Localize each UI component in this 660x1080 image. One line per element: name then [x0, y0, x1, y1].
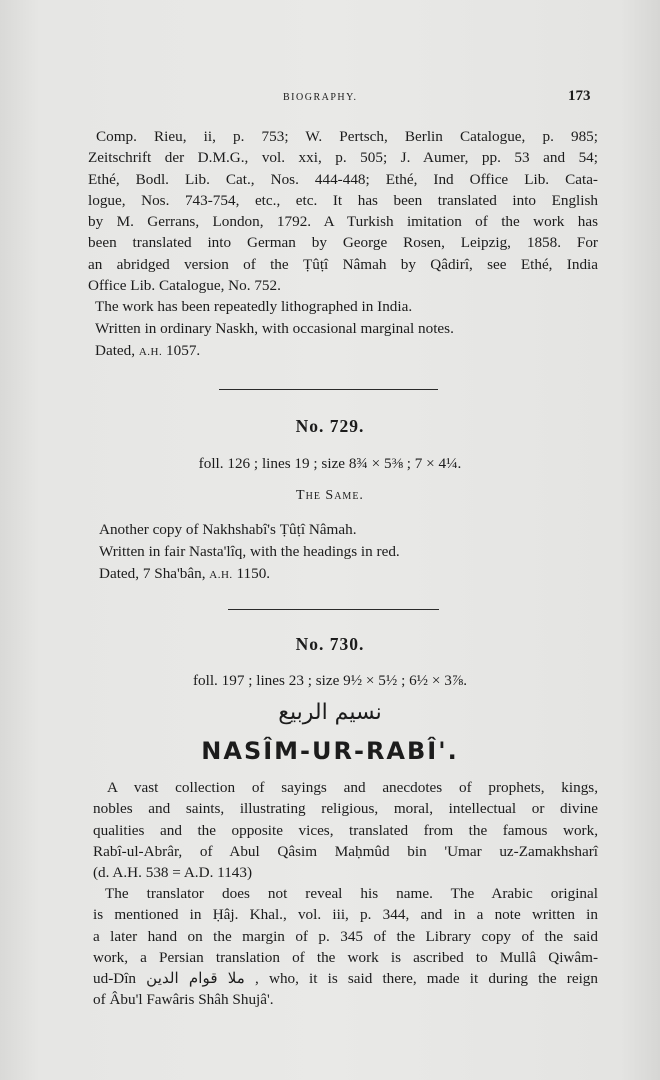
dated-prefix: Dated,	[95, 342, 136, 359]
text-line: of Âbu'l Fawâris Shâh Shujâ'.	[93, 991, 274, 1009]
text-line: been translated into German by George Rosen, Leipzig, 1858. For	[88, 234, 598, 252]
folio-details-729: foll. 126 ; lines 19 ; size 8¾ × 5⅜ ; 7 × 4¼.	[198, 455, 462, 472]
text-line: Ethé, Bodl. Lib. Cat., Nos. 444-448; Ethé, Ind Office Lib. Cata-	[88, 170, 598, 188]
lithographed-note: The work has been repeatedly lithographed in India.	[95, 298, 413, 315]
text-line: logue, Nos. 743-754, etc., etc. It has been translated into English	[88, 191, 598, 209]
text-line: Comp. Rieu, ii, p. 753; W. Pertsch, Berlin Catalogue, p. 985;	[96, 128, 598, 145]
dated-prefix: Dated, 7 Sha'bân,	[99, 565, 206, 582]
section-divider	[219, 389, 438, 390]
script-note: Written in ordinary Naskh, with occasional marginal notes.	[95, 320, 454, 337]
text-line: (d. A.H. 538 = A.D. 1143)	[93, 864, 253, 882]
dated-note	[99, 565, 270, 583]
entry-number-729: No. 729.	[295, 416, 365, 436]
text-line: A vast collection of sayings and anecdotes of prophets, kings,	[107, 779, 598, 796]
copy-note: Another copy of Nakhshabî's Ṭûṭî Nâmah.	[99, 521, 357, 538]
dated-year: 1057.	[166, 342, 201, 359]
text-line: is mentioned in Ḥâj. Khal., vol. iii, p. 344, and in a note written in	[93, 906, 598, 924]
script-note: Written in fair Nasta'lîq, with the headings in red.	[99, 543, 400, 560]
text-line: The translator does not reveal his name. The Arabic original	[105, 885, 598, 902]
text-line: qualities and the opposite vices, translated from the famous work,	[93, 821, 598, 839]
text-line: Zeitschrift der D.M.G., vol. xxi, p. 505; J. Aumer, pp. 53 and 54;	[88, 149, 598, 167]
running-title: BIOGRAPHY.	[283, 92, 358, 103]
entry-title-729: The Same.	[296, 488, 364, 503]
page-header	[0, 88, 660, 108]
era-label: A.H.	[138, 346, 163, 358]
translator-paragraph	[93, 883, 598, 1011]
text-line: Rabî-ul-Abrâr, of Abul Qâsim Maḥmûd bin 'Umar uz-Zamakhsharî	[93, 842, 598, 860]
dated-note	[95, 342, 200, 360]
text-line: an abridged version of the Ṭûṭî Nâmah by Qâdirî, see Ethé, India	[88, 255, 598, 273]
text-line: ud-Dîn ملا قوام الدين , who, it is said there, made it during the reign	[93, 970, 598, 988]
dated-year: 1150.	[236, 565, 271, 582]
folio-details-730: foll. 197 ; lines 23 ; size 9½ × 5½ ; 6½ × 3⅞.	[192, 672, 468, 689]
entry-number-730: No. 730.	[295, 634, 365, 654]
text-line: a later hand on the margin of p. 345 of the Library copy of the said	[93, 927, 598, 945]
text-line: work, a Persian translation of the work is ascribed to Mullâ Qiwâm-	[93, 948, 598, 966]
text-line: nobles and saints, illustrating religious, moral, intellectual or divine	[93, 800, 598, 818]
era-label: A.H.	[209, 569, 233, 581]
text-line: by M. Gerrans, London, 1792. A Turkish imitation of the work has	[88, 213, 598, 231]
page-number: 173	[568, 88, 591, 104]
arabic-title: نسيم الربيع	[278, 700, 382, 725]
references-paragraph	[88, 126, 598, 296]
work-title: NASÎM-UR-RABÎ'.	[201, 737, 459, 765]
text-line: Office Lib. Catalogue, No. 752.	[88, 277, 281, 295]
section-divider	[228, 609, 439, 610]
description-paragraph	[93, 777, 598, 883]
